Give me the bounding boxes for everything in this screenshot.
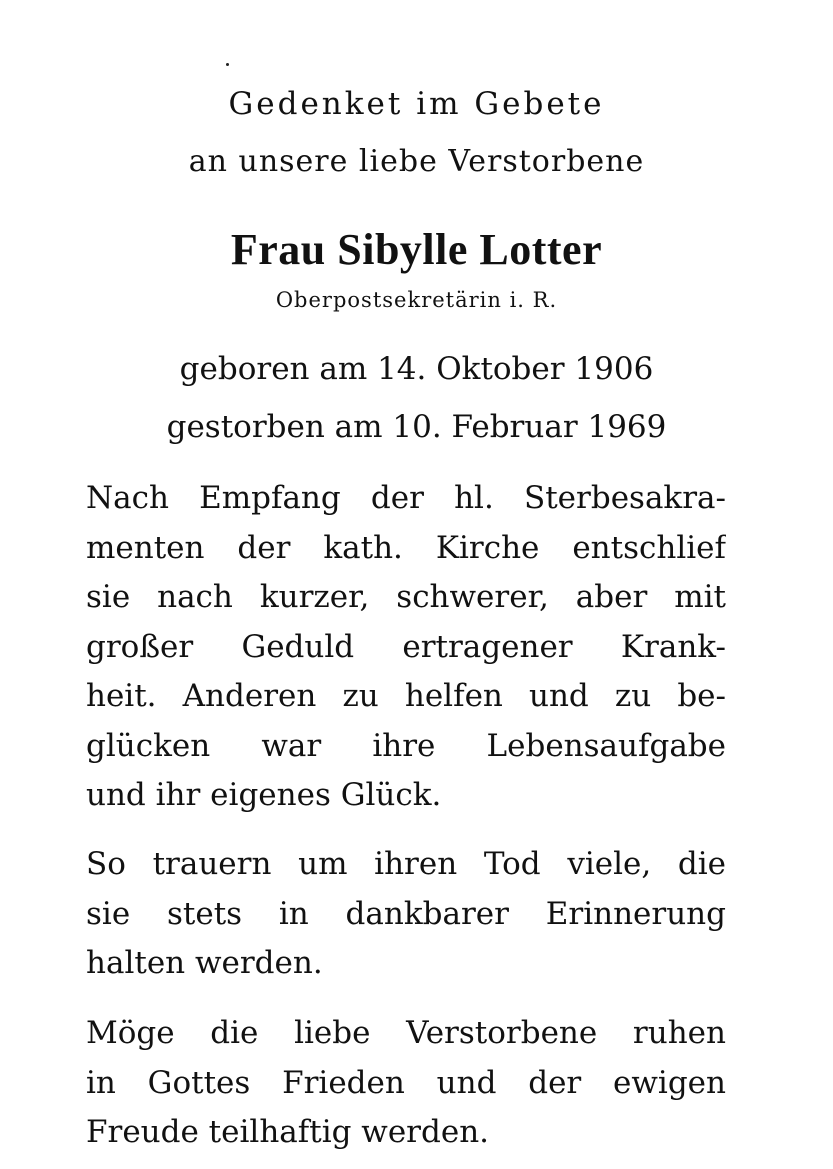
paragraph-line: So trauern um ihren Tod viele, die (86, 846, 726, 882)
paragraph-line: glücken war ihre Lebensaufgabe (86, 727, 726, 764)
paragraph-line: Freude teilhaftig werden. (86, 1114, 490, 1150)
paragraph-line: großer Geduld ertragener Krank- (86, 628, 726, 665)
paragraph-blessing (86, 1009, 726, 1158)
paragraph-line: und ihr eigenes Glück. (86, 777, 442, 813)
death-date-line: gestorben am 10. Februar 1969 (166, 409, 667, 445)
print-speck (226, 63, 229, 66)
paragraph-line: Nach Empfang der hl. Sterbesakra- (86, 480, 726, 516)
paragraph-line: sie nach kurzer, schwerer, aber mit (86, 579, 726, 615)
paragraph-line: heit. Anderen zu helfen und zu be- (86, 678, 726, 714)
paragraph-obituary (86, 474, 726, 821)
paragraph-line: in Gottes Frieden und der ewigen (86, 1064, 726, 1101)
birth-date-line: geboren am 14. Oktober 1906 (179, 351, 654, 387)
paragraph-line: halten werden. (86, 945, 323, 981)
deceased-title: Oberpostsekretärin i. R. (275, 288, 558, 312)
paragraph-line: Möge die liebe Verstorbene ruhen (86, 1015, 726, 1051)
paragraph-line: menten der kath. Kirche entschlief (86, 529, 726, 566)
intro-line-1: Gedenket im Gebete (228, 86, 605, 122)
paragraph-line: sie stets in dankbarer Erinnerung (86, 895, 726, 932)
deceased-name: Frau Sibylle Lotter (230, 225, 603, 274)
intro-line-2: an unsere liebe Verstorbene (188, 144, 645, 179)
paragraph-mourning (86, 840, 726, 989)
